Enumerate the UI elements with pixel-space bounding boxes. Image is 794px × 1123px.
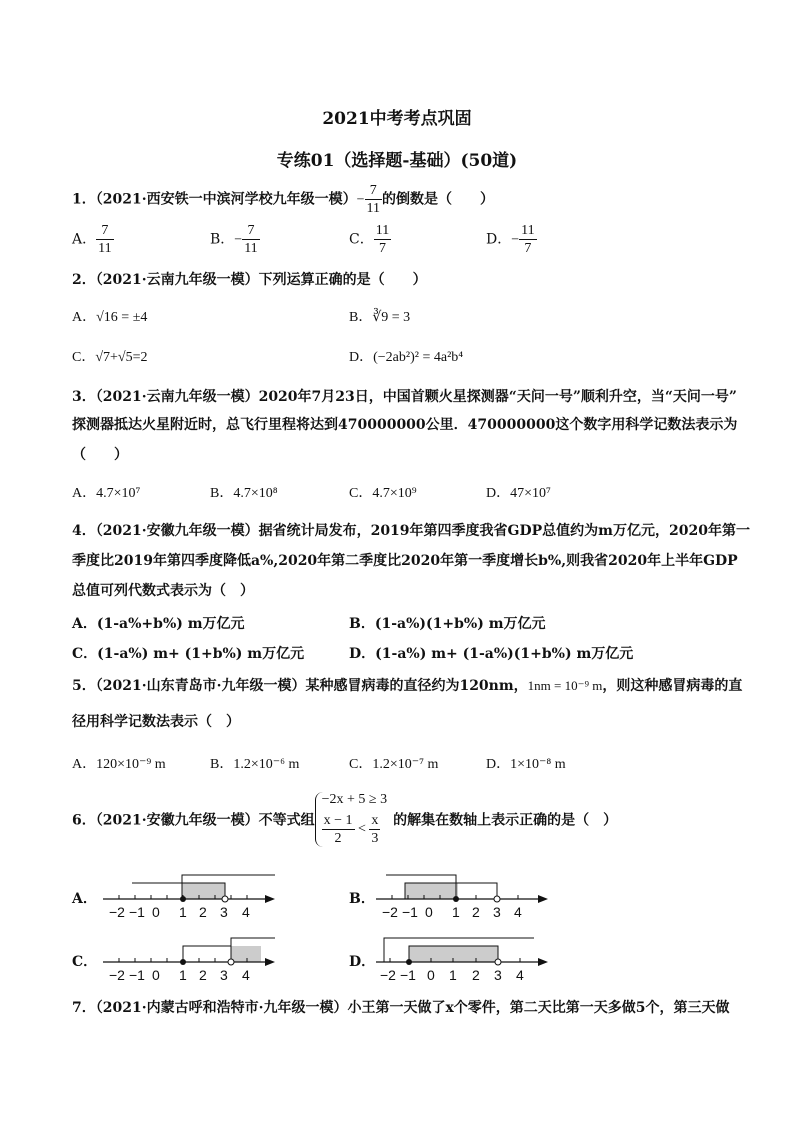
q6-option-d-label[interactable]: D． <box>349 954 376 970</box>
tick-label: 0 <box>427 967 435 983</box>
q4-option-b[interactable] <box>349 613 546 633</box>
open-point <box>495 959 501 965</box>
tick-label: −1 <box>129 967 145 983</box>
q1-prefix: 1．（2021·西安铁一中滨河学校九年级一模） <box>72 191 357 208</box>
q1-option-c[interactable] <box>349 222 391 257</box>
frac-den: 11 <box>98 241 112 256</box>
q2-option-c[interactable] <box>72 346 148 366</box>
q4-option-d[interactable] <box>349 643 633 663</box>
q1-option-a[interactable] <box>72 222 114 257</box>
option-label: D． <box>486 757 511 772</box>
q3-option-a[interactable] <box>72 482 140 502</box>
closed-point <box>406 959 412 965</box>
option-text: 1.2×10⁻⁶ m <box>233 757 300 772</box>
tick-label: 1 <box>449 967 457 983</box>
option-text: 4.7×10⁹ <box>372 486 417 501</box>
option-label: A． <box>72 310 97 325</box>
q1-frac-den: 11 <box>366 201 380 216</box>
q5-text-b: ，则这种感冒病毒的直 <box>602 678 743 694</box>
option-label: D． <box>486 231 512 248</box>
closed-point <box>180 959 186 965</box>
q6-inequality-2 <box>322 812 387 847</box>
option-text: 4.7×10⁸ <box>233 486 278 501</box>
frac-num: x <box>371 813 379 828</box>
option-text: (1-a%+b%) m万亿元 <box>96 616 245 632</box>
q4-line-1: 4．（2021·安徽九年级一模）据省统计局发布，2019年第四季度我省GDP总值约为m万亿元，2020年第一 <box>72 523 750 539</box>
option-text: ∛9 = 3 <box>372 310 411 325</box>
frac-num: 7 <box>242 222 259 240</box>
q3-line-3: （ ） <box>72 447 128 463</box>
option-label: D． <box>349 646 376 662</box>
option-text: 4.7×10⁷ <box>96 486 141 501</box>
option-text: (1-a%) m+ (1+b%) m万亿元 <box>97 646 305 662</box>
q6-number-line-d[interactable] <box>372 933 572 985</box>
option-text: 1.2×10⁻⁷ m <box>372 757 439 772</box>
tick-label: 3 <box>494 967 502 983</box>
q4-line-3: 总值可列代数式表示为（ ） <box>72 583 254 599</box>
q1-frac-num: 7 <box>365 182 382 200</box>
tick-label: 2 <box>472 967 480 983</box>
tick-label: 3 <box>220 904 228 920</box>
tick-label: 4 <box>514 904 522 920</box>
tick-label: 0 <box>152 967 160 983</box>
shaded-solution-region <box>182 883 225 899</box>
tick-label: 3 <box>220 967 228 983</box>
q6-option-b-label[interactable]: B． <box>349 891 375 907</box>
option-text: √7+√5=2 <box>95 350 148 365</box>
tick-label: −2 <box>380 967 396 983</box>
option-text: 120×10⁻⁹ m <box>96 757 166 772</box>
q6-suffix: 的解集在数轴上表示正确的是（ ） <box>393 812 618 829</box>
shaded-solution-region <box>231 946 261 962</box>
frac-num: 11 <box>521 223 535 238</box>
option-label: C． <box>349 231 374 248</box>
tick-label: −2 <box>109 967 125 983</box>
option-label: B． <box>210 757 234 772</box>
option-text: (1-a%) m+ (1-a%)(1+b%) m万亿元 <box>375 646 634 662</box>
tick-label: 4 <box>242 904 250 920</box>
q1-sign: − <box>356 192 365 208</box>
open-point <box>228 959 234 965</box>
frac-den: 2 <box>334 831 342 846</box>
tick-label: 4 <box>242 967 250 983</box>
q6-prefix: 6．（2021·安徽九年级一模）不等式组 <box>72 812 315 829</box>
tick-label: 2 <box>199 967 207 983</box>
q4-line-2: 季度比2019年第四季度降低a%,2020年第二季度比2020年第一季度增长b%,则我省2020年上半年GDP <box>72 553 738 569</box>
open-point <box>222 896 228 902</box>
tick-label: −1 <box>402 904 418 920</box>
question-1-stem <box>72 182 494 217</box>
q3-line-1: 3．（2021·云南九年级一模）2020年7月23日，中国首颗火星探测器“天问一号”顺利升空，当“天问一号” <box>72 389 737 405</box>
q5-option-c[interactable] <box>349 753 438 773</box>
axis-arrow <box>265 895 275 903</box>
option-label: C． <box>349 486 373 501</box>
q3-option-d[interactable] <box>486 482 551 502</box>
q6-inequality-1: −2x + 5 ≥ 3 <box>321 792 388 807</box>
q6-option-c-label[interactable]: C． <box>72 954 98 970</box>
option-text: √16 = ±4 <box>96 310 148 325</box>
frac-num: 11 <box>375 223 390 238</box>
closed-point <box>180 896 186 902</box>
tick-label: 1 <box>179 967 187 983</box>
page-subtitle: 专练01（选择题-基础）(50道) <box>276 151 518 171</box>
q5-text-a: 5．（2021·山东青岛市·九年级一模）某种感冒病毒的直径约为120nm， <box>72 678 528 694</box>
tick-label: 3 <box>493 904 501 920</box>
q1-suffix: 的倒数是（ ） <box>381 191 494 208</box>
option-label: D． <box>349 350 374 365</box>
q7-line-1: 7．（2021·内蒙古呼和浩特市·九年级一模）小王第一天做了x个零件，第二天比第一天多做5个，第三天做 <box>72 1000 730 1016</box>
q2-option-d[interactable] <box>349 346 463 366</box>
tick-label: 2 <box>199 904 207 920</box>
option-label: D． <box>486 486 511 501</box>
q5-line-1 <box>72 675 742 695</box>
option-sign: − <box>234 232 243 248</box>
q5-option-b[interactable] <box>210 753 299 773</box>
frac-den: 7 <box>378 241 386 256</box>
tick-label: −1 <box>400 967 416 983</box>
q5-unit-math: 1nm = 10⁻⁹ m <box>527 678 603 693</box>
option-label: A． <box>72 486 97 501</box>
option-label: A． <box>72 231 97 248</box>
q1-option-b[interactable] <box>210 222 260 257</box>
q5-option-a[interactable] <box>72 753 166 773</box>
option-label: B． <box>349 310 373 325</box>
option-label: A． <box>72 757 97 772</box>
less-than-sign: < <box>358 821 366 837</box>
tick-label: −2 <box>109 904 125 920</box>
q6-number-line-b[interactable] <box>372 870 572 922</box>
q1-fraction <box>365 182 382 217</box>
option-label: A． <box>72 616 97 632</box>
tick-label: 0 <box>425 904 433 920</box>
q6-number-line-c[interactable] <box>95 933 295 985</box>
q6-number-line-a[interactable] <box>95 870 295 922</box>
frac-den: 11 <box>244 241 258 256</box>
option-text: 1×10⁻⁸ m <box>510 757 566 772</box>
tick-label: 1 <box>452 904 460 920</box>
q6-option-a-label[interactable]: A． <box>72 891 97 907</box>
shaded-solution-region <box>405 883 458 899</box>
option-sign: − <box>511 232 520 248</box>
axis-arrow <box>265 958 275 966</box>
frac-num: x − 1 <box>323 813 353 828</box>
frac-den: 7 <box>524 241 532 256</box>
option-label: C． <box>72 646 98 662</box>
q6-inequality-system <box>315 792 387 847</box>
option-label: B． <box>210 486 234 501</box>
tick-label: −1 <box>129 904 145 920</box>
page-title: 2021中考考点巩固 <box>322 109 472 129</box>
tick-label: 4 <box>516 967 524 983</box>
tick-label: 1 <box>179 904 187 920</box>
question-2-stem: 2．（2021·云南九年级一模）下列运算正确的是（ ） <box>72 272 427 288</box>
option-label: B． <box>349 616 375 632</box>
q2-option-b[interactable] <box>349 306 410 326</box>
axis-arrow <box>538 958 548 966</box>
q4-option-a[interactable] <box>72 613 245 633</box>
open-point <box>494 896 500 902</box>
closed-point <box>453 896 459 902</box>
tick-label: 0 <box>152 904 160 920</box>
option-label: B． <box>210 231 235 248</box>
q4-option-c[interactable] <box>72 643 304 663</box>
q3-option-b[interactable] <box>210 482 278 502</box>
option-text: (−2ab²)² = 4a²b⁴ <box>373 350 464 365</box>
q5-option-d[interactable] <box>486 753 566 773</box>
tick-label: 2 <box>472 904 480 920</box>
frac-num: 7 <box>96 222 113 240</box>
boundary-bracket-left <box>183 946 231 962</box>
option-text: (1-a%)(1+b%) m万亿元 <box>374 616 546 632</box>
q3-option-c[interactable] <box>349 482 417 502</box>
frac-den: 3 <box>371 831 379 846</box>
question-6-stem <box>72 792 617 847</box>
axis-arrow <box>538 895 548 903</box>
q3-line-2: 探测器抵达火星附近时，总飞行里程将达到470000000公里．470000000这个数字用科学记数法表示为 <box>72 417 738 433</box>
option-label: C． <box>349 757 373 772</box>
q2-option-a[interactable] <box>72 306 147 326</box>
option-label: C． <box>72 350 96 365</box>
option-text: 47×10⁷ <box>510 486 551 501</box>
q5-line-2: 径用科学记数法表示（ ） <box>72 714 240 730</box>
tick-label: −2 <box>382 904 398 920</box>
q1-option-d[interactable] <box>486 222 537 257</box>
